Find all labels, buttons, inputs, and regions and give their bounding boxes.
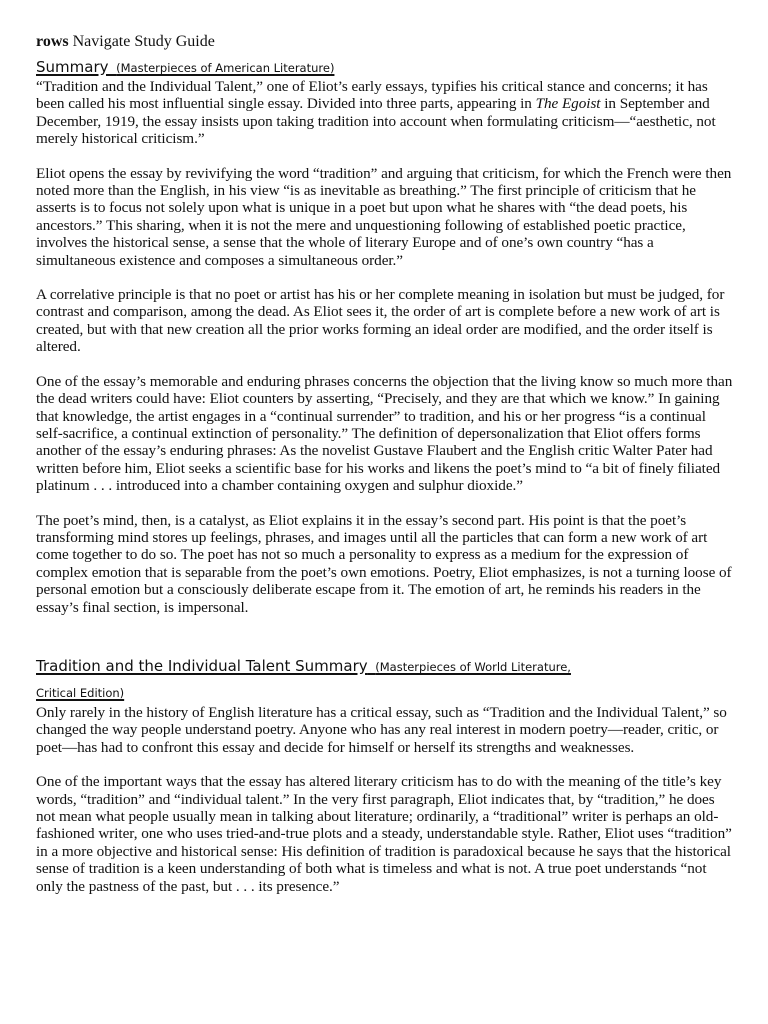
the-egoist-title: The Egoist	[535, 95, 601, 113]
summary-paragraph-1-a: “Tradition and the Individual Talent,” one of Eliot’s early essays, typifies his critical stance and concerns; it has been called his most influential single essay. Divided into three parts, appearing in	[36, 78, 708, 113]
summary-heading-title: Summary	[36, 58, 109, 76]
summary-paragraph-4: One of the essay’s memorable and enduring phrases concerns the objection that the living know so much more than the dead writers could have: Eliot counters by asserting, “Precisely, and they are that which we know.” In gaining that knowledge, the artist engages in a “continual surrender” to tradition, and his or her progress “is a continual self-sacrifice, a continual extinction of personality.” The definition of depersonalization that Eliot offers forms another of the essay’s enduring phrases: As the novelist Gustave Flaubert and the English critic Walter Pater had written before him, Eliot seeks a scientific base for his works and likens the poet’s mind to “a bit of finely filiated platinum . . . introduced into a chamber containing oxygen and sulphur dioxide.”	[36, 372, 733, 495]
summary-paragraph-1-b: in September and December, 1919, the essay insists upon taking tradition into account when formulating criticism—“aesthetic, not merely historical criticism.”	[36, 95, 716, 148]
top-bar	[36, 30, 736, 54]
study-guide-page	[36, 30, 736, 912]
summary-paragraph-2: Eliot opens the essay by revivifying the word “tradition” and arguing that criticism, for which the French were then noted more than the English, in his view “is as inevitable as breathing.” The first principle of criticism that he asserts is to focus not solely upon what is unique in a poet but upon what he shares with “the dead poets, his ancestors.” This sharing, when it is not the mere and unquestioning following of established poetic practice, involves the historical sense, a sense that the whole of literary Europe and of one’s own country “has a simultaneous existence and composes a simultaneous order.”	[36, 164, 732, 269]
tradition-summary-heading	[36, 652, 576, 704]
tradition-paragraph-1: Only rarely in the history of English literature has a critical essay, such as “Tradition and the Individual Talent,” so changed the way people understand poetry. Anyone who has any real interest in modern poetry—reader, critic, or poet—has had to confront this essay and decide for himself or herself its strengths and weaknesses.	[36, 703, 727, 756]
summary-heading	[36, 54, 736, 78]
tradition-paragraph-2: One of the important ways that the essay has altered literary criticism has to do with the meaning of the title’s key words, “tradition” and “individual talent.” In the very first paragraph, Eliot indicates that, by “tradition,” he does not mean what people usually mean in talking about literature; ordinarily, a “traditional” writer is perhaps an old-fashioned writer, one who uses tried-and-true plots and a steady, understandable style. Rather, Eliot uses “tradition” in a more objective and historical sense: His definition of tradition is paradoxical because he says that the historical sense of tradition is a keen understanding of both what is timeless and what is not. A true poet understands “not only the pastness of the past, but . . . its presence.”	[36, 773, 732, 895]
topbar-prefix: rows	[36, 33, 69, 50]
summary-paragraph-3: A correlative principle is that no poet or artist has his or her complete meaning in isolation but must be judged, for contrast and comparison, among the dead. As Eliot sees it, the order of art is complete before a new work of art is created, but with that new creation all the prior works forming an ideal order are modified, and the order itself is altered.	[36, 286, 725, 356]
summary-heading-source[interactable]: (Masterpieces of American Literature)	[116, 61, 335, 75]
summary-paragraph-1	[36, 78, 736, 148]
summary-paragraph-5: The poet’s mind, then, is a catalyst, as Eliot explains it in the essay’s second part. His point is that the poet’s transforming mind stores up feelings, phrases, and images until all the particles that can form a new work of art come together to do so. The poet has not so much a personality to express as a medium for the expression of complex emotion that is separable from the poet’s own emotions. Poetry, Eliot emphasizes, is not a turning loose of personal emotion but a consciously deliberate escape from it. The emotion of art, he reminds his readers in the essay’s final section, is impersonal.	[36, 511, 732, 616]
tradition-summary-heading-source[interactable]: (Masterpieces of World Literature, Critical Edition)	[36, 659, 571, 700]
tradition-summary-heading-title: Tradition and the Individual Talent Summary	[36, 656, 368, 675]
navigate-study-guide-link[interactable]: Navigate Study Guide	[72, 33, 215, 50]
